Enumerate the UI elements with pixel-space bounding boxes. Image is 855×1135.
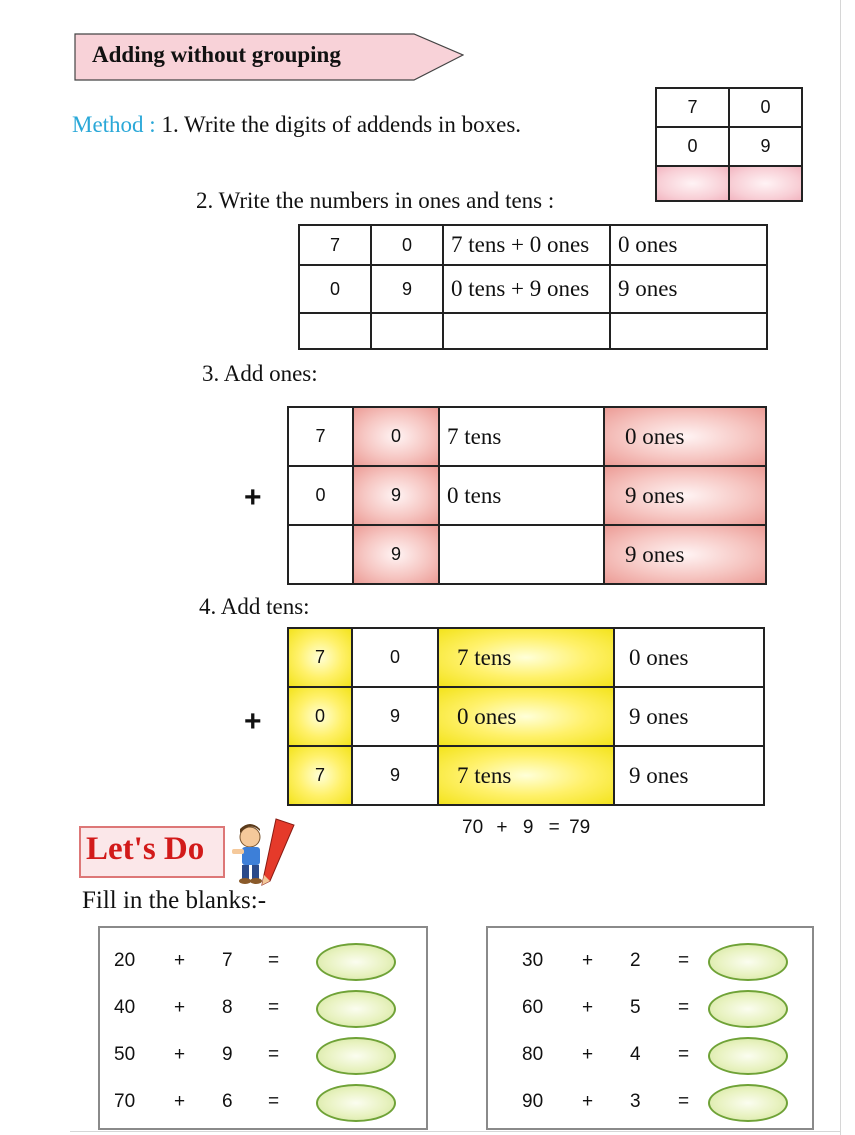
- tens-sum-word-cell: 7 tens: [438, 746, 614, 805]
- exercise-row: [488, 1083, 812, 1123]
- page-title: Adding without grouping: [92, 42, 341, 67]
- table-cell: 9 ones: [614, 746, 764, 805]
- addend-a: 50: [114, 1044, 136, 1065]
- ones-digit-cell: 0: [353, 407, 439, 466]
- table-cell: [288, 525, 353, 584]
- instruction-text: Fill in the blanks:-: [82, 887, 267, 914]
- equation-addend-2: 9: [522, 817, 534, 838]
- table-cell: 0 tens + 9 ones: [443, 265, 610, 313]
- equals-sign: =: [678, 1091, 690, 1112]
- addend-b: 2: [630, 950, 641, 971]
- plus-sign: +: [174, 997, 186, 1018]
- addend-b: 7: [222, 950, 233, 971]
- answer-blank[interactable]: [708, 943, 788, 981]
- plus-sign: +: [174, 1091, 186, 1112]
- answer-blank[interactable]: [316, 1037, 396, 1075]
- addend-a: 70: [114, 1091, 136, 1112]
- step-2-text: 2. Write the numbers in ones and tens :: [196, 188, 555, 213]
- table-cell: [439, 525, 604, 584]
- box-cell: 0: [656, 127, 729, 166]
- lets-do-label: Let's Do: [86, 831, 205, 867]
- add-ones-table: [287, 406, 767, 585]
- exercise-row: [100, 1036, 426, 1076]
- tens-ones-table: [298, 224, 768, 350]
- addend-a: 40: [114, 997, 136, 1018]
- equals-sign: =: [678, 1044, 690, 1065]
- equation-addend-1: 70: [462, 817, 484, 838]
- ones-sum-word-cell: 9 ones: [604, 525, 766, 584]
- table-cell: 0 ones: [614, 628, 764, 687]
- table-cell: 0 tens: [439, 466, 604, 525]
- exercise-panel-left: [98, 926, 428, 1130]
- answer-box-ones: [729, 166, 802, 201]
- table-cell: 7 tens + 0 ones: [443, 225, 610, 265]
- ones-digit-cell: 9: [353, 466, 439, 525]
- method-label: Method :: [72, 112, 156, 137]
- tens-digit-cell: 7: [288, 628, 352, 687]
- addend-a: 30: [522, 950, 544, 971]
- addend-a: 90: [522, 1091, 544, 1112]
- title-banner: [74, 33, 464, 81]
- empty-cell: [371, 313, 443, 349]
- add-tens-table: [287, 627, 765, 806]
- exercise-row: [100, 989, 426, 1029]
- exercise-row: [488, 1036, 812, 1076]
- addend-b: 5: [630, 997, 641, 1018]
- addend-b: 4: [630, 1044, 641, 1065]
- exercise-row: [100, 1083, 426, 1123]
- table-cell: 9: [371, 265, 443, 313]
- equals-sign: =: [268, 1091, 280, 1112]
- addend-a: 60: [522, 997, 544, 1018]
- equals-sign: =: [268, 950, 280, 971]
- exercise-row: [488, 942, 812, 982]
- exercise-row: [488, 989, 812, 1029]
- ones-sum-cell: 9: [353, 525, 439, 584]
- table-cell: 9 ones: [610, 265, 767, 313]
- plus-sign: +: [244, 705, 262, 738]
- plus-sign: +: [582, 1091, 594, 1112]
- empty-cell: [299, 313, 371, 349]
- table-cell: 7: [288, 407, 353, 466]
- answer-blank[interactable]: [708, 1037, 788, 1075]
- table-cell: 0: [352, 628, 438, 687]
- answer-box-tens: [656, 166, 729, 201]
- tens-sum-cell: 7: [288, 746, 352, 805]
- addend-b: 9: [222, 1044, 233, 1065]
- answer-blank[interactable]: [316, 1084, 396, 1122]
- table-cell: 9: [352, 687, 438, 746]
- table-cell: 7: [299, 225, 371, 265]
- equation-result: 79: [569, 817, 591, 838]
- lets-do-badge: [79, 826, 225, 878]
- addend-b: 8: [222, 997, 233, 1018]
- table-cell: 0: [288, 466, 353, 525]
- plus-sign: +: [582, 950, 594, 971]
- equation-plus: +: [496, 817, 508, 838]
- plus-sign: +: [244, 481, 262, 514]
- exercise-row: [100, 942, 426, 982]
- equation-equals: =: [548, 817, 560, 838]
- empty-cell: [443, 313, 610, 349]
- empty-cell: [610, 313, 767, 349]
- boy-with-pencil-icon: [226, 815, 298, 889]
- tens-word-cell: 7 tens: [438, 628, 614, 687]
- addend-b: 6: [222, 1091, 233, 1112]
- table-cell: 0: [299, 265, 371, 313]
- addend-boxes: [655, 87, 803, 202]
- plus-sign: +: [582, 1044, 594, 1065]
- ones-word-cell: 0 ones: [604, 407, 766, 466]
- plus-sign: +: [174, 1044, 186, 1065]
- page-right-edge: [840, 0, 841, 1135]
- table-cell: 9 ones: [614, 687, 764, 746]
- box-cell: 0: [729, 88, 802, 127]
- answer-blank[interactable]: [708, 1084, 788, 1122]
- tens-digit-cell: 0: [288, 687, 352, 746]
- exercise-panel-right: [486, 926, 814, 1130]
- equals-sign: =: [268, 1044, 280, 1065]
- table-cell: 9: [352, 746, 438, 805]
- answer-blank[interactable]: [316, 943, 396, 981]
- answer-blank[interactable]: [316, 990, 396, 1028]
- plus-sign: +: [174, 950, 186, 971]
- equals-sign: =: [678, 997, 690, 1018]
- addend-a: 20: [114, 950, 136, 971]
- plus-sign: +: [582, 997, 594, 1018]
- step-1-text: 1. Write the digits of addends in boxes.: [161, 112, 522, 137]
- step-4-text: 4. Add tens:: [199, 594, 310, 619]
- table-cell: 7 tens: [439, 407, 604, 466]
- equals-sign: =: [678, 950, 690, 971]
- addend-a: 80: [522, 1044, 544, 1065]
- box-cell: 7: [656, 88, 729, 127]
- equals-sign: =: [268, 997, 280, 1018]
- answer-blank[interactable]: [708, 990, 788, 1028]
- ones-word-cell: 9 ones: [604, 466, 766, 525]
- page-bottom-edge: [70, 1131, 840, 1132]
- table-cell: 0: [371, 225, 443, 265]
- method-line: [72, 112, 521, 138]
- addend-b: 3: [630, 1091, 641, 1112]
- step-3-text: 3. Add ones:: [202, 361, 318, 386]
- tens-word-cell: 0 ones: [438, 687, 614, 746]
- sum-equation: [462, 817, 622, 839]
- table-cell: 0 ones: [610, 225, 767, 265]
- box-cell: 9: [729, 127, 802, 166]
